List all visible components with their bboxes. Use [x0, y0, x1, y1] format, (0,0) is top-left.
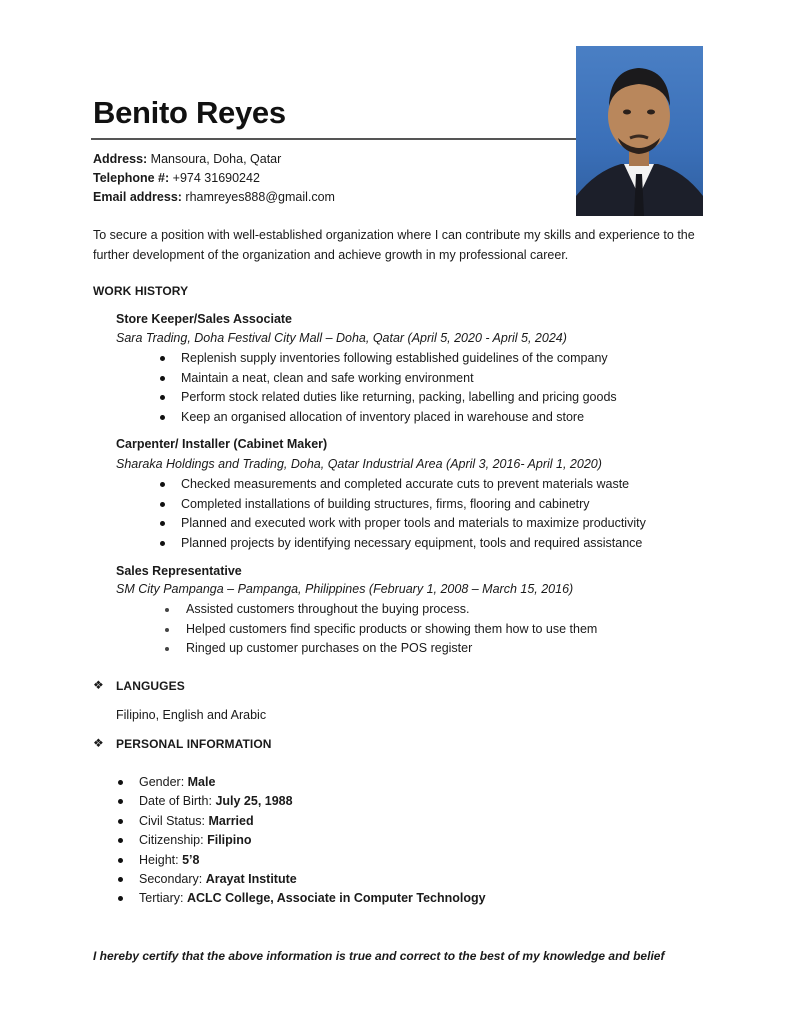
- personal-value: Married: [208, 813, 254, 828]
- personal-item-height: [139, 851, 486, 870]
- duty-item: Replenish supply inventories following established guidelines of the company: [181, 349, 617, 369]
- personal-info-heading: PERSONAL INFORMATION: [116, 737, 272, 751]
- job-meta: SM City Pampanga – Pampanga, Philippines (February 1, 2008 – March 15, 2016): [116, 582, 574, 596]
- personal-value: ACLC College, Associate in Computer Technology: [186, 891, 486, 906]
- job-title: Carpenter/ Installer (Cabinet Maker): [116, 437, 328, 451]
- personal-item-tertiary: [139, 889, 486, 908]
- objective-paragraph: To secure a position with well-established organization where I can contribute my skills and experience to the further development of the organization and achieve growth in my professional career.: [93, 228, 695, 262]
- duty-list: [186, 600, 597, 659]
- duty-item: Ringed up customer purchases on the POS register: [186, 639, 597, 659]
- personal-item-gender: [139, 773, 486, 792]
- email-value[interactable]: rhamreyes888@gmail.com: [185, 190, 335, 204]
- personal-item-civil-status: [139, 812, 486, 831]
- duty-list: [181, 475, 646, 553]
- personal-value: Filipino: [207, 833, 252, 848]
- personal-value: July 25, 1988: [215, 794, 293, 809]
- address-label: Address:: [93, 152, 148, 166]
- email-line: [93, 188, 335, 207]
- duty-item: Planned projects by identifying necessary equipment, tools and required assistance: [181, 534, 646, 554]
- duty-item: Helped customers find specific products or showing them how to use them: [186, 620, 597, 640]
- certification-statement: I hereby certify that the above information is true and correct to the best of my knowledge and belief: [93, 949, 665, 963]
- duty-item: Assisted customers throughout the buying process.: [186, 600, 597, 620]
- telephone-label: Telephone #:: [93, 171, 170, 185]
- job-title: Sales Representative: [116, 564, 242, 578]
- duty-item: Checked measurements and completed accurate cuts to prevent materials waste: [181, 475, 646, 495]
- personal-item-citizenship: [139, 831, 486, 850]
- work-history-heading: WORK HISTORY: [93, 284, 189, 298]
- personal-label: Date of Birth:: [139, 794, 216, 809]
- contact-block: [93, 150, 335, 207]
- personal-value: 5’8: [182, 852, 200, 867]
- resume-name: Benito Reyes: [93, 95, 286, 130]
- personal-label: Height:: [139, 852, 183, 867]
- duty-list: [181, 349, 617, 427]
- email-label: Email address:: [93, 190, 182, 204]
- header-divider: [91, 138, 577, 140]
- personal-value: Arayat Institute: [205, 871, 297, 886]
- telephone-line: [93, 169, 335, 188]
- personal-value: Male: [187, 775, 216, 789]
- address-line: [93, 150, 335, 169]
- diamond-bullet-icon: ❖: [93, 736, 104, 750]
- personal-item-secondary: [139, 870, 486, 889]
- personal-label: Secondary:: [139, 871, 206, 886]
- profile-photo: [576, 46, 703, 216]
- duty-item: Keep an organised allocation of inventory placed in warehouse and store: [181, 408, 617, 428]
- duty-item: Perform stock related duties like returning, packing, labelling and pricing goods: [181, 388, 617, 408]
- personal-item-birthdate: [139, 792, 486, 811]
- duty-item: Completed installations of building structures, firms, flooring and cabinetry: [181, 495, 646, 515]
- duty-item: Planned and executed work with proper tools and materials to maximize productivity: [181, 514, 646, 534]
- diamond-bullet-icon: ❖: [93, 678, 104, 692]
- languages-text: Filipino, English and Arabic: [116, 708, 267, 722]
- job-meta: Sharaka Holdings and Trading, Doha, Qatar Industrial Area (April 3, 2016- April 1, 2020): [116, 457, 602, 471]
- telephone-value: +974 31690242: [172, 171, 260, 185]
- languages-heading: LANGUGES: [116, 679, 185, 693]
- profile-photo-illustration: [576, 46, 703, 216]
- personal-label: Civil Status:: [139, 813, 209, 828]
- personal-label: Citizenship:: [139, 833, 208, 848]
- personal-info-list: [139, 773, 486, 909]
- duty-item: Maintain a neat, clean and safe working environment: [181, 369, 617, 389]
- job-title: Store Keeper/Sales Associate: [116, 312, 293, 326]
- personal-label: Gender:: [139, 775, 188, 789]
- job-meta: Sara Trading, Doha Festival City Mall – Doha, Qatar (April 5, 2020 - April 5, 2024): [116, 331, 567, 345]
- personal-label: Tertiary:: [139, 891, 187, 906]
- address-value: Mansoura, Doha, Qatar: [150, 152, 282, 166]
